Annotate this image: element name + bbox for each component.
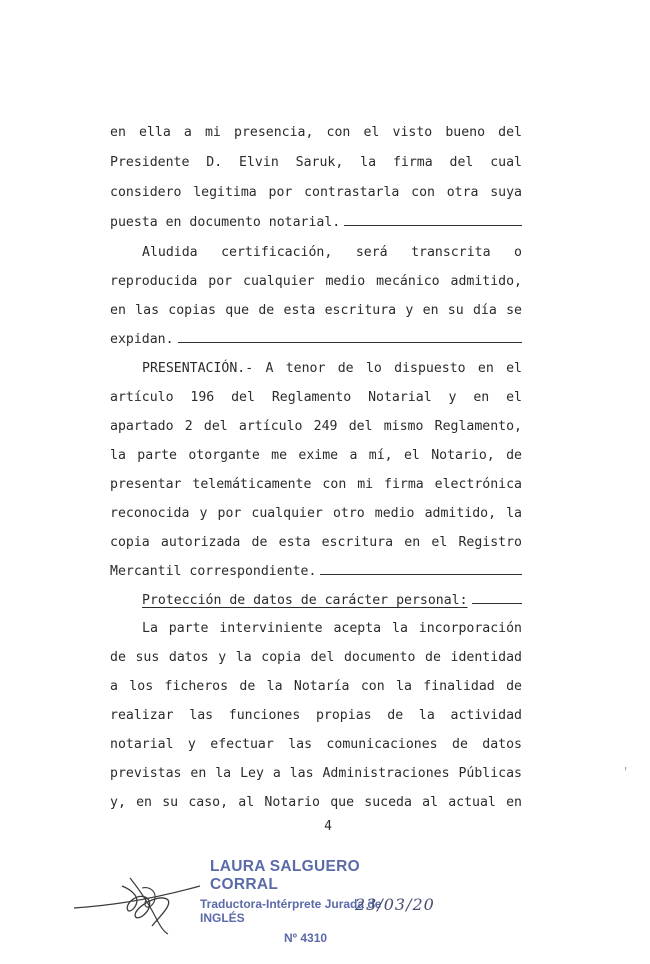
text-line: La parte interviniente acepta la incorporación bbox=[142, 621, 522, 636]
translator-name: LAURA SALGUERO CORRAL bbox=[210, 858, 361, 893]
text-line: a los ficheros de la Notaría con la finalidad de bbox=[110, 679, 522, 694]
text-line: Presidente D. Elvin Saruk, la firma del cual bbox=[110, 155, 522, 170]
text-line bbox=[110, 563, 522, 581]
text-line-content: Mercantil correspondiente. bbox=[110, 564, 317, 579]
text-line-content: puesta en documento notarial. bbox=[110, 215, 341, 230]
text-line: notarial y efectuar las comunicaciones de datos bbox=[110, 737, 522, 752]
text-line: en las copias que de esta escritura y en su día se bbox=[110, 303, 522, 318]
text-line: apartado 2 del artículo 249 del mismo Reglamento, bbox=[110, 419, 522, 434]
section-heading-text: Protección de datos de carácter personal: bbox=[142, 593, 468, 608]
text-line: Aludida certificación, será transcrita o bbox=[142, 245, 522, 260]
fill-rule bbox=[320, 574, 522, 575]
text-line: previstas en la Ley a las Administraciones Públicas bbox=[110, 766, 522, 781]
fill-rule bbox=[178, 342, 522, 343]
signature-scribble bbox=[72, 868, 207, 938]
fill-rule bbox=[344, 225, 522, 226]
handwritten-date: 23/03/20 bbox=[355, 895, 435, 914]
text-line: considero legitima por contrastarla con otra suya bbox=[110, 185, 522, 200]
text-line: y, en su caso, al Notario que suceda al actual en bbox=[110, 795, 522, 810]
text-line: artículo 196 del Reglamento Notarial y en el bbox=[110, 390, 522, 405]
margin-mark: ' bbox=[622, 765, 630, 779]
text-line: realizar las funciones propias de la actividad bbox=[110, 708, 522, 723]
translator-role: Traductora-Intérprete Jurada de INGLÉS bbox=[200, 897, 382, 925]
text-line: la parte otorgante me exime a mí, el Notario, de bbox=[110, 448, 522, 463]
text-line bbox=[110, 331, 522, 349]
text-line: reconocida y por cualquier otro medio admitido, la bbox=[110, 506, 522, 521]
section-heading bbox=[110, 592, 522, 610]
text-line-content: expidan. bbox=[110, 332, 174, 347]
translator-number: Nº 4310 bbox=[284, 931, 328, 945]
text-line: presentar telemáticamente con mi firma electrónica bbox=[110, 477, 522, 492]
text-line: copia autorizada de esta escritura en el Registro bbox=[110, 535, 522, 550]
text-line: de sus datos y la copia del documento de identidad bbox=[110, 650, 522, 665]
page-number: 4 bbox=[324, 819, 332, 834]
fill-rule bbox=[472, 603, 522, 604]
text-line: reproducida por cualquier medio mecánico admitido, bbox=[110, 274, 522, 289]
text-line: PRESENTACIÓN.- A tenor de lo dispuesto en el bbox=[142, 361, 522, 376]
text-line: en ella a mi presencia, con el visto bueno del bbox=[110, 125, 522, 140]
text-line bbox=[110, 214, 522, 232]
